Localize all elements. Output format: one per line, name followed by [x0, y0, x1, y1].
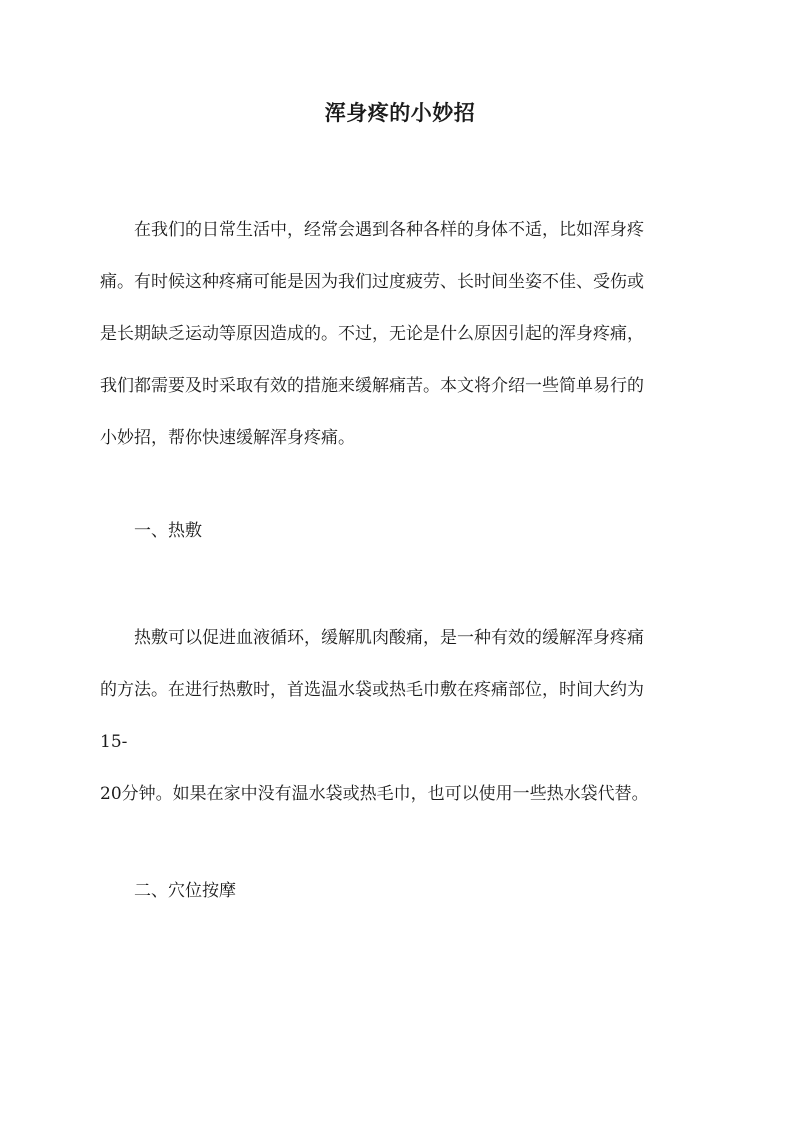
intro-line-3: 是长期缺乏运动等原因造成的。不过，无论是什么原因引起的浑身疼痛， [100, 324, 644, 344]
intro-line-1: 在我们的日常生活中，经常会遇到各种各样的身体不适，比如浑身疼 [134, 220, 644, 240]
intro-paragraph [100, 204, 700, 464]
intro-line-5: 小妙招，帮你快速缓解浑身疼痛。 [100, 428, 355, 448]
section2-heading: 二、穴位按摩 [134, 881, 236, 901]
section1-heading: 一、热敷 [134, 521, 202, 541]
section1-paragraph [100, 612, 700, 820]
intro-line-2: 痛。有时候这种疼痛可能是因为我们过度疲劳、长时间坐姿不佳、受伤或 [100, 272, 644, 292]
document-title: 浑身疼的小妙招 [324, 100, 476, 125]
section1-line-1: 热敷可以促进血液循环，缓解肌肉酸痛，是一种有效的缓解浑身疼痛 [134, 628, 644, 648]
intro-line-4: 我们都需要及时采取有效的措施来缓解痛苦。本文将介绍一些简单易行的 [100, 376, 644, 396]
section1-line-3: 15- [100, 732, 128, 752]
section1-line-4: 20分钟。如果在家中没有温水袋或热毛巾，也可以使用一些热水袋代替。 [100, 784, 649, 804]
section1-line-2: 的方法。在进行热敷时，首选温水袋或热毛巾敷在疼痛部位，时间大约为 [100, 680, 644, 700]
